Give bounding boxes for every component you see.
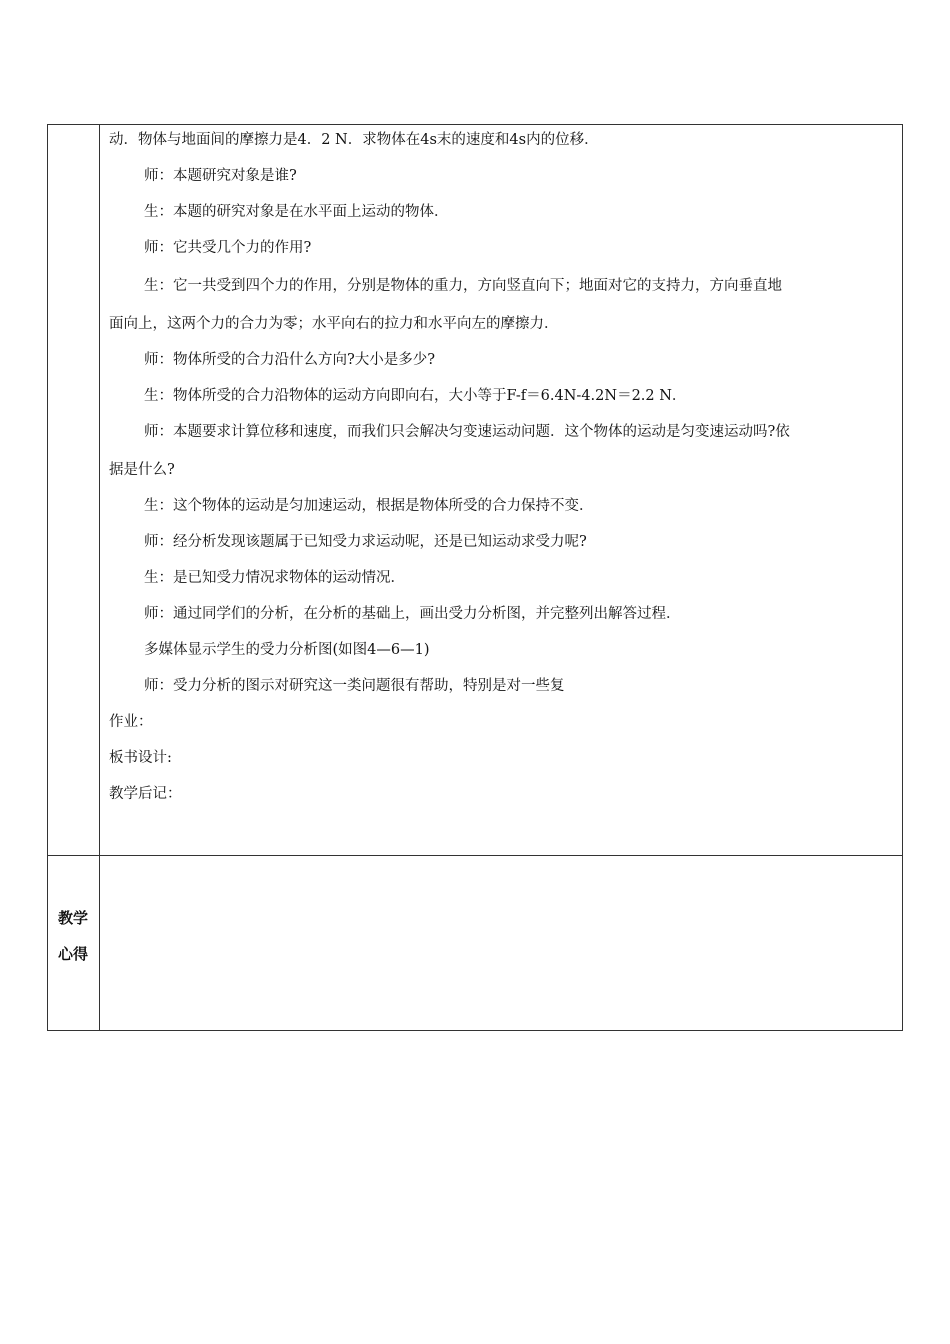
dialogue-line: 师：通过同学们的分析，在分析的基础上，画出受力分析图，并完整列出解答过程． xyxy=(144,606,681,622)
dialogue-line: 师：它共受几个力的作用? xyxy=(144,240,312,256)
dialogue-line: 动．物体与地面间的摩擦力是4．2 N．求物体在4s末的速度和4s内的位移． xyxy=(109,132,599,148)
dialogue-line: 多媒体显示学生的受力分析图(如图4—6—1) xyxy=(144,642,430,658)
dialogue-line: 师：本题研究对象是谁? xyxy=(144,168,297,184)
dialogue-line: 师：经分析发现该题属于已知受力求运动呢，还是已知运动求受力呢? xyxy=(144,534,587,550)
lesson-content xyxy=(109,128,894,804)
dialogue-line: 生：这个物体的运动是匀加速运动，根据是物体所受的合力保持不变． xyxy=(144,498,594,514)
dialogue-line: 生：是已知受力情况求物体的运动情况． xyxy=(144,570,405,586)
dialogue-line: 师：物体所受的合力沿什么方向?大小是多少? xyxy=(144,352,436,368)
dialogue-line: 师：受力分析的图示对研究这一类问题很有帮助，特别是对一些复 xyxy=(144,678,565,694)
dialogue-line: 生：它一共受到四个力的作用，分别是物体的重力，方向竖直向下；地面对它的支持力，方向垂直地 xyxy=(144,278,782,294)
column-divider xyxy=(99,124,100,1031)
dialogue-line: 据是什么? xyxy=(109,462,175,478)
dialogue-line: 生：物体所受的合力沿物体的运动方向即向右，大小等于F-f＝6.4N-4.2N＝2.2 N． xyxy=(144,388,687,404)
row-divider xyxy=(47,855,903,856)
dialogue-line: 面向上，这两个力的合力为零；水平向右的拉力和水平向左的摩擦力． xyxy=(109,316,559,332)
dialogue-line: 师：本题要求计算位移和速度，而我们只会解决匀变速运动问题．这个物体的运动是匀变速运动吗?依 xyxy=(144,424,790,440)
reflection-label-line2: 心得 xyxy=(57,945,88,963)
board-design-heading: 板书设计: xyxy=(109,750,172,766)
reflection-label-line1: 教学 xyxy=(57,909,88,927)
teaching-notes-heading: 教学后记： xyxy=(109,786,182,802)
homework-heading: 作业： xyxy=(109,714,153,730)
dialogue-line: 生：本题的研究对象是在水平面上运动的物体． xyxy=(144,204,449,220)
